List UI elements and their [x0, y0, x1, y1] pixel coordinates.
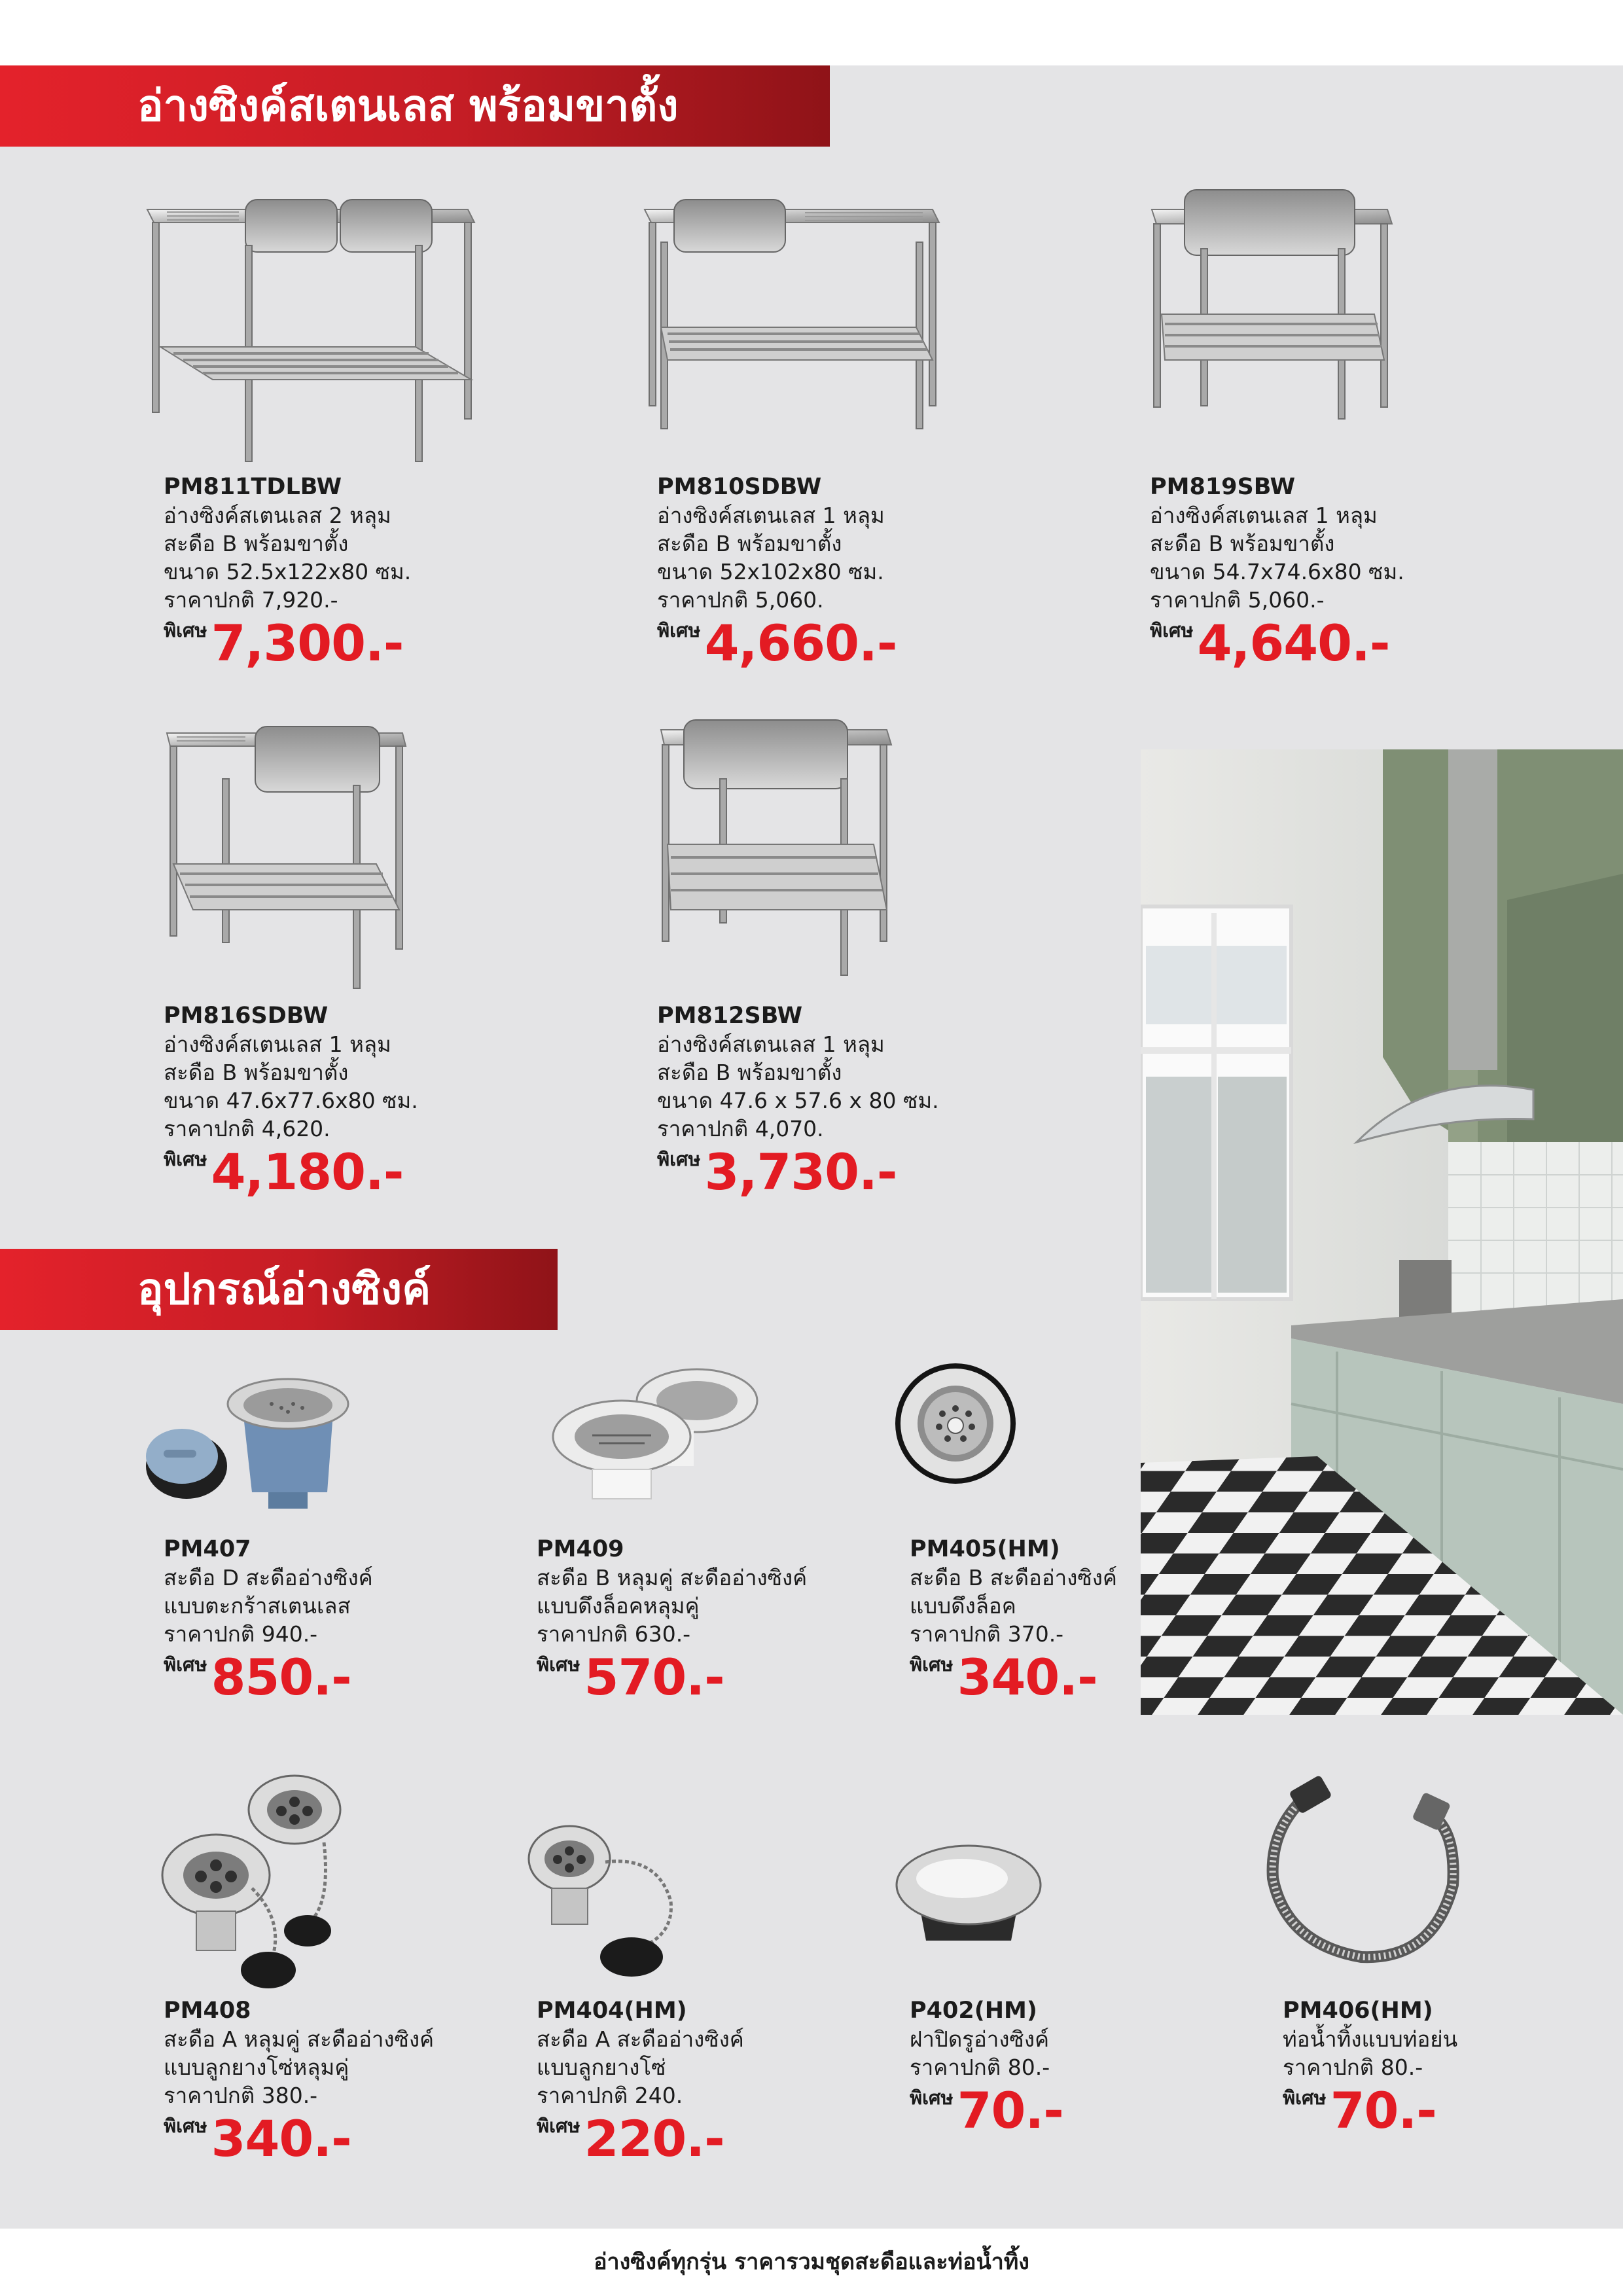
product-desc-line: แบบลูกยางโซ่หลุมคู่: [164, 2054, 349, 2080]
regular-price: ราคาปกติ 7,920.-: [164, 587, 338, 613]
sale-price: 4,180.-: [211, 1143, 404, 1201]
product-card-sink-2: [657, 473, 1024, 674]
sale-price: 340.-: [957, 1648, 1097, 1706]
sale-price: 850.-: [211, 1648, 351, 1706]
double-strainer-image: [546, 1358, 762, 1509]
price-row: [910, 2083, 1276, 2142]
price-row: [657, 615, 1024, 674]
product-desc-line: สะดือ B พร้อมขาตั้ง: [164, 531, 349, 556]
special-label: พิเศษ: [1283, 2087, 1327, 2109]
special-label: พิเศษ: [1150, 619, 1194, 641]
product-desc-line: สะดือ B พร้อมขาตั้ง: [164, 1060, 349, 1085]
product-card-pm409: [537, 1535, 903, 1708]
price-row: [1283, 2083, 1597, 2142]
price-row: [164, 615, 530, 674]
regular-price: ราคาปกติ 240.: [537, 2083, 683, 2108]
price-row: [1150, 615, 1516, 674]
regular-price: ราคาปกติ 630.-: [537, 1621, 691, 1647]
regular-price: ราคาปกติ 4,620.: [164, 1116, 330, 1141]
product-desc-line: อ่างซิงค์สเตนเลส 2 หลุม: [164, 503, 391, 528]
regular-price: ราคาปกติ 5,060.: [657, 587, 824, 613]
product-desc-line: สะดือ A หลุมคู่ สะดืออ่างซิงค์: [164, 2026, 435, 2052]
sale-price: 570.-: [584, 1648, 724, 1706]
product-size: ขนาด 52.5x122x80 ซม.: [164, 559, 412, 584]
product-size: ขนาด 54.7x74.6x80 ซม.: [1150, 559, 1404, 584]
sink-single-bowl-right-drainboard-image: [641, 187, 942, 435]
product-card-p402: [910, 1996, 1276, 2142]
sale-price: 70.-: [1330, 2081, 1436, 2140]
price-row: [537, 2111, 903, 2170]
product-desc-line: สะดือ D สะดืออ่างซิงค์: [164, 1565, 373, 1590]
product-code: P402(HM): [910, 1998, 1037, 2024]
sale-price: 220.-: [584, 2109, 724, 2168]
double-strainer-with-plugs-image: [160, 1770, 344, 1993]
regular-price: ราคาปกติ 370.-: [910, 1621, 1064, 1647]
regular-price: ราคาปกติ 940.-: [164, 1621, 318, 1647]
regular-price: ราคาปกติ 380.-: [164, 2083, 318, 2108]
basket-strainer-image: [137, 1352, 386, 1515]
product-desc-line: ท่อน้ำทิ้งแบบท่อย่น: [1283, 2026, 1458, 2052]
product-desc-line: อ่างซิงค์สเตนเลส 1 หลุม: [657, 1031, 885, 1057]
price-row: [910, 1649, 1139, 1708]
product-desc-line: สะดือ B สะดืออ่างซิงค์: [910, 1565, 1117, 1590]
section-banner-accessories: [0, 1249, 558, 1330]
product-code: PM409: [537, 1536, 624, 1562]
product-code: PM408: [164, 1998, 251, 2024]
product-card-sink-1: [164, 473, 530, 674]
product-desc-line: แบบลูกยางโซ่: [537, 2054, 666, 2080]
product-desc-line: สะดือ B พร้อมขาตั้ง: [657, 531, 842, 556]
regular-price: ราคาปกติ 4,070.: [657, 1116, 824, 1141]
sink-hole-cap-image: [890, 1836, 1047, 1954]
footer-note: [0, 2229, 1623, 2296]
special-label: พิเศษ: [910, 2087, 954, 2109]
special-label: พิเศษ: [164, 1148, 207, 1170]
product-code: PM816SDBW: [164, 1003, 329, 1029]
product-card-pm404: [537, 1996, 903, 2170]
special-label: พิเศษ: [164, 1653, 207, 1676]
sale-price: 4,660.-: [704, 614, 897, 672]
product-code: PM810SDBW: [657, 474, 822, 500]
product-card-pm408: [164, 1996, 530, 2170]
price-row: [657, 1144, 1024, 1203]
product-desc-line: อ่างซิงค์สเตนเลส 1 หลุม: [657, 503, 885, 528]
sink-single-bowl-compact-image: [1149, 183, 1397, 425]
product-desc-line: แบบดึงล็อค: [910, 1593, 1016, 1619]
product-code: PM407: [164, 1536, 251, 1562]
product-code: PM404(HM): [537, 1998, 687, 2024]
sale-price: 340.-: [211, 2109, 351, 2168]
product-desc-line: อ่างซิงค์สเตนเลส 1 หลุม: [1150, 503, 1378, 528]
product-size: ขนาด 52x102x80 ซม.: [657, 559, 884, 584]
product-card-sink-3: [1150, 473, 1516, 674]
regular-price: ราคาปกติ 5,060.-: [1150, 587, 1325, 613]
product-code: PM812SBW: [657, 1003, 803, 1029]
section-title-accessories: อุปกรณ์อ่างซิงค์: [137, 1264, 431, 1314]
flexible-drain-hose-image: [1266, 1770, 1463, 1967]
product-desc-line: สะดือ B หลุมคู่ สะดืออ่างซิงค์: [537, 1565, 808, 1590]
strainer-top-view-image: [890, 1361, 1041, 1492]
special-label: พิเศษ: [164, 619, 207, 641]
product-desc-line: แบบดึงล็อคหลุมคู่: [537, 1593, 700, 1619]
special-label: พิเศษ: [910, 1653, 954, 1676]
product-size: ขนาด 47.6 x 57.6 x 80 ซม.: [657, 1088, 939, 1113]
product-card-sink-4: [164, 1001, 530, 1203]
product-desc-line: อ่างซิงค์สเตนเลส 1 หลุม: [164, 1031, 391, 1057]
product-desc-line: สะดือ B พร้อมขาตั้ง: [1150, 531, 1335, 556]
sink-single-bowl-small-image: [654, 713, 897, 982]
product-size: ขนาด 47.6x77.6x80 ซม.: [164, 1088, 418, 1113]
product-card-pm407: [164, 1535, 530, 1708]
sale-price: 4,640.-: [1197, 614, 1390, 672]
sale-price: 3,730.-: [704, 1143, 897, 1201]
regular-price: ราคาปกติ 80.-: [910, 2054, 1050, 2080]
strainer-with-plug-image: [527, 1816, 697, 1986]
special-label: พิเศษ: [537, 2115, 580, 2137]
regular-price: ราคาปกติ 80.-: [1283, 2054, 1423, 2080]
product-desc-line: สะดือ A สะดืออ่างซิงค์: [537, 2026, 744, 2052]
product-card-pm405: [910, 1535, 1139, 1708]
section-banner-sinks: [0, 65, 830, 147]
price-row: [537, 1649, 903, 1708]
price-row: [164, 2111, 530, 2170]
product-code: PM819SBW: [1150, 474, 1296, 500]
product-desc-line: สะดือ B พร้อมขาตั้ง: [657, 1060, 842, 1085]
section-title-sinks: อ่างซิงค์สเตนเลส พร้อมขาตั้ง: [137, 81, 679, 131]
special-label: พิเศษ: [164, 2115, 207, 2137]
product-card-pm406: [1283, 1996, 1597, 2142]
special-label: พิเศษ: [537, 1653, 580, 1676]
special-label: พิเศษ: [657, 619, 701, 641]
product-code: PM811TDLBW: [164, 474, 342, 500]
footer-text: อ่างซิงค์ทุกรุ่น ราคารวมชุดสะดือและท่อน้ำทิ้ง: [594, 2249, 1029, 2275]
product-desc-line: แบบตะกร้าสเตนเลส: [164, 1593, 351, 1619]
product-card-sink-5: [657, 1001, 1024, 1203]
sale-price: 7,300.-: [211, 614, 404, 672]
price-row: [164, 1649, 530, 1708]
sale-price: 70.-: [957, 2081, 1063, 2140]
sink-single-bowl-left-drainboard-image: [160, 720, 409, 995]
product-desc-line: ฝาปิดรูอ่างซิงค์: [910, 2026, 1050, 2052]
kitchen-photo: [1141, 749, 1623, 1715]
product-code: PM406(HM): [1283, 1998, 1433, 2024]
special-label: พิเศษ: [657, 1148, 701, 1170]
price-row: [164, 1144, 530, 1203]
product-code: PM405(HM): [910, 1536, 1060, 1562]
sink-double-bowl-image: [141, 183, 481, 471]
